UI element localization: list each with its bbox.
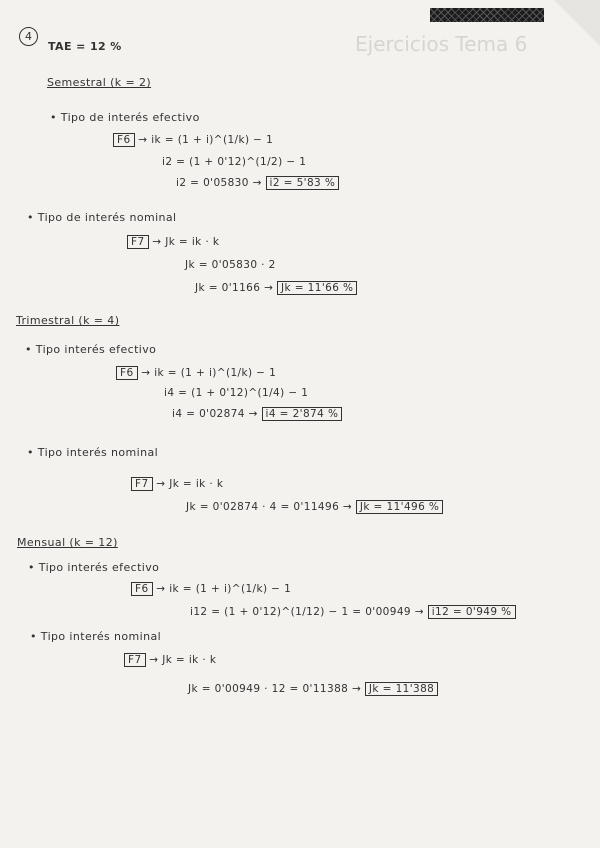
mensual-nominal-label: • Tipo interés nominal [30, 630, 162, 643]
semestral-nominal-label: • Tipo de interés nominal [27, 211, 177, 224]
mensual-result: i12 = (1 + 0'12)^(1/12) − 1 = 0'00949 → [190, 606, 424, 618]
problem-number: 4 [19, 27, 38, 46]
redacted-name [430, 8, 544, 22]
trimestral-nominal-label: • Tipo interés nominal [27, 446, 159, 459]
semestral-substitution2: Jk = 0'05830 · 2 [185, 259, 276, 271]
semestral-title: Semestral (k = 2) [47, 76, 152, 89]
f6-box: F6 [113, 133, 135, 147]
trimestral-title: Trimestral (k = 4) [16, 314, 120, 327]
semestral-efectivo-label: • Tipo de interés efectivo [50, 111, 200, 124]
f6-box: F6 [116, 366, 138, 380]
semestral-result2-box: Jk = 11'66 % [277, 281, 357, 295]
f7-box: F7 [131, 477, 153, 491]
semestral-result: i2 = 0'05830 → [176, 177, 262, 189]
f6-box: F6 [131, 582, 153, 596]
page-corner [554, 0, 600, 46]
f7-box: F7 [124, 653, 146, 667]
trimestral-substitution: i4 = (1 + 0'12)^(1/4) − 1 [164, 387, 309, 399]
trimestral-result-box: i4 = 2'874 % [262, 407, 343, 421]
mensual-result-box: i12 = 0'949 % [428, 605, 516, 619]
tae-heading: TAE = 12 % [48, 40, 122, 53]
semestral-result-box: i2 = 5'83 % [266, 176, 340, 190]
mensual-result2-box: Jk = 11'388 [365, 682, 438, 696]
semestral-formula: → ik = (1 + i)^(1/k) − 1 [138, 134, 274, 146]
trimestral-result: i4 = 0'02874 → [172, 408, 258, 420]
mensual-result2: Jk = 0'00949 · 12 = 0'11388 → [188, 683, 362, 695]
mensual-efectivo-label: • Tipo interés efectivo [28, 561, 160, 574]
semestral-formula2: → Jk = ik · k [152, 236, 220, 248]
mensual-title: Mensual (k = 12) [17, 536, 118, 549]
mensual-formula: → ik = (1 + i)^(1/k) − 1 [156, 583, 292, 595]
mensual-formula2: → Jk = ik · k [149, 654, 217, 666]
semestral-substitution: i2 = (1 + 0'12)^(1/2) − 1 [162, 156, 307, 168]
trimestral-efectivo-label: • Tipo interés efectivo [25, 343, 157, 356]
trimestral-formula: → ik = (1 + i)^(1/k) − 1 [141, 367, 277, 379]
trimestral-formula2: → Jk = ik · k [156, 478, 224, 490]
trimestral-result2: Jk = 0'02874 · 4 = 0'11496 → [186, 501, 353, 513]
trimestral-result2-box: Jk = 11'496 % [356, 500, 443, 514]
semestral-result2: Jk = 0'1166 → [195, 282, 274, 294]
f7-box: F7 [127, 235, 149, 249]
bleed-through-title: Ejercicios Tema 6 [355, 32, 528, 56]
